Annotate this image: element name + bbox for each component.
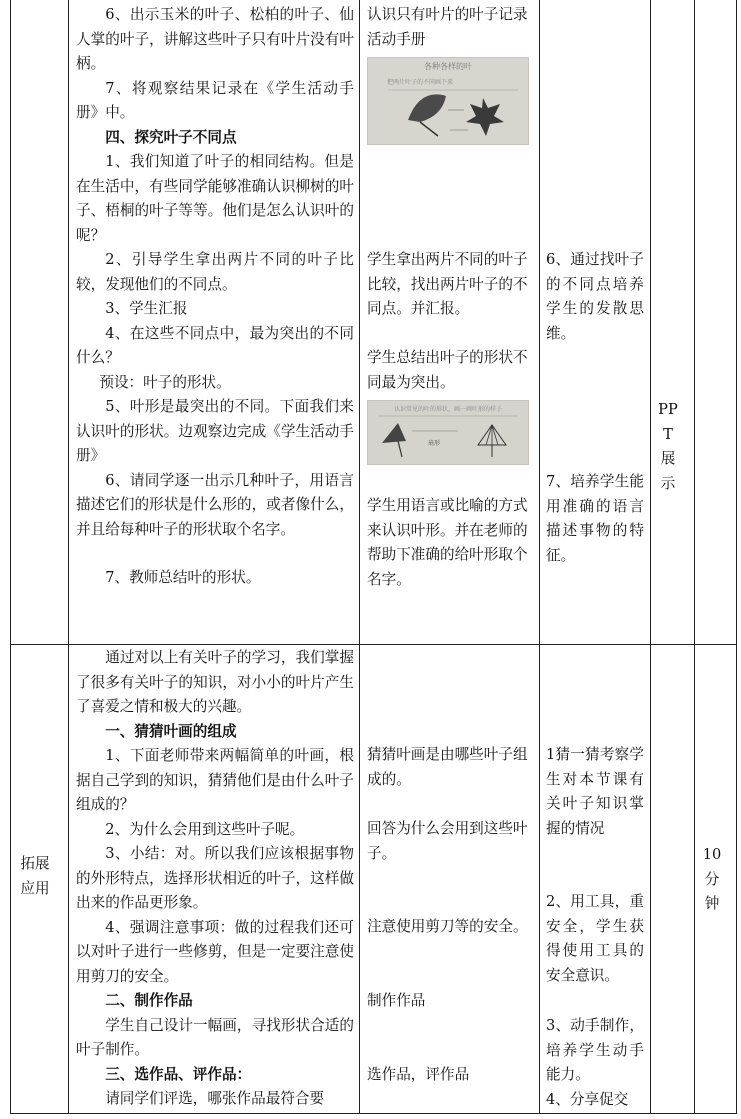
student-evaluate: 选作品，评作品 (367, 1066, 470, 1083)
activity-photo-1 (367, 57, 529, 145)
photo1-caption: 各种各样的叶 (424, 62, 472, 71)
student-answer: 回答为什么会用到这些叶子。 (367, 820, 528, 862)
step-7: 7、教师总结叶的形状。 (105, 569, 261, 586)
student-describe-text: 学生用语言或比喻的方式来认识叶形。并在老师的帮助下准确的给叶形取个名字。 (367, 497, 528, 588)
step-5: 5、叶形是最突出的不同。下面我们来认识叶的形状。边观察边完成《学生活动手册》 (76, 398, 354, 464)
section-heading-make: 二、制作作品 (105, 992, 193, 1009)
student-compare-text: 学生拿出两片不同的叶子比较，找出两片叶子的不同点。并汇报。 (367, 251, 528, 317)
photo2-caption: 认识常见的叶的形状，画一画叶形的样子 (393, 406, 503, 413)
student-safety: 注意使用剪刀等的安全。 (367, 918, 528, 935)
student-guess: 猜猜叶画是由哪些叶子组成的。 (367, 746, 528, 788)
intent-bottom-1: 1猜一猜考察学生对本节课有关叶子知识掌握的情况 (546, 746, 644, 837)
time-allocation: 10分钟 (702, 846, 722, 912)
step-4: 4、在这些不同点中，最为突出的不同什么？ (76, 324, 354, 366)
procedure-cell-bottom (76, 646, 354, 1112)
step-3: 3、学生汇报 (105, 300, 188, 317)
student-summary-text: 学生总结出叶子的形状不同最为突出。 (367, 349, 528, 391)
make-step: 学生自己设计一幅画，寻找形状合适的叶子制作。 (76, 1016, 354, 1058)
guess-step-1: 1、下面老师带来两幅简单的叶画，根据自己学到的知识，猜猜他们是由什么叶子组成的？ (76, 747, 354, 813)
intent-6: 6、通过找叶子的不同点培养学生的发散思维。 (546, 251, 644, 342)
activity-photo-2 (367, 400, 529, 465)
step-show-leaves: 6、出示玉米的叶子、松柏的叶子、仙人掌的叶子，讲解这些叶子只有叶片没有叶柄。 (76, 6, 354, 72)
evaluate-step: 请同学们评选，哪张作品最符合要 (105, 1090, 325, 1107)
guess-step-4: 4、强调注意事项：做的过程我们还可以对叶子进行一些修剪，但是一定要注意使用剪刀的安全。 (76, 918, 354, 985)
step-preset: 预设：叶子的形状。 (99, 373, 231, 391)
guess-step-3: 3、小结：对。所以我们应该根据事物的外形特点，选择形状相近的叶子，这样做出来的作品更形象。 (76, 845, 354, 911)
intent-7: 7、培养学生能用准确的语言描述事物的特征。 (546, 473, 644, 564)
media-ppt: PPT展示 (658, 401, 678, 492)
stage-label: 拓展应用 (20, 855, 50, 897)
photo1-subcaption: 把两片叶子的不同画下来 (386, 79, 454, 86)
section-heading-guess: 一、猜猜叶画的组成 (105, 722, 237, 740)
intent-bottom-4: 4、分享促交 (546, 1091, 629, 1108)
intro-paragraph: 通过对以上有关叶子的学习，我们掌握了很多有关叶子的知识，对小小的叶片产生了喜爱之情和极大的兴趣。 (76, 649, 354, 715)
step-1: 1、我们知道了叶子的相同结构。但是在生活中，有些同学能够准确认识柳树的叶子、梧桐的叶子等等。他们是怎么认识叶的呢？ (76, 153, 354, 244)
guess-step-2: 2、为什么会用到这些叶子呢。 (105, 820, 305, 838)
intent-bottom-2: 2、用工具，重安全，学生获得使用工具的安全意识。 (546, 893, 644, 984)
photo2-label: 扇形 (427, 440, 441, 447)
section-heading-evaluate: 三、选作品、评作品： (105, 1065, 252, 1083)
student-record-text: 认识只有叶片的叶子记录活动手册 (367, 6, 528, 48)
section-heading-differences: 四、探究叶子不同点 (105, 128, 237, 146)
intent-bottom-3: 3、动手制作，培养学生动手能力。 (546, 1017, 644, 1083)
step-record: 7、将观察结果记录在《学生活动手册》中。 (76, 79, 354, 121)
student-make: 制作作品 (367, 992, 426, 1009)
procedure-cell-top (76, 3, 354, 591)
step-6: 6、请同学逐一出示几种叶子，用语言描述它们的形状是什么形的，或者像什么，并且给每种叶子的形状取个名字。 (76, 471, 354, 538)
step-2: 2、引导学生拿出两片不同的叶子比较，发现他们的不同点。 (76, 251, 354, 293)
